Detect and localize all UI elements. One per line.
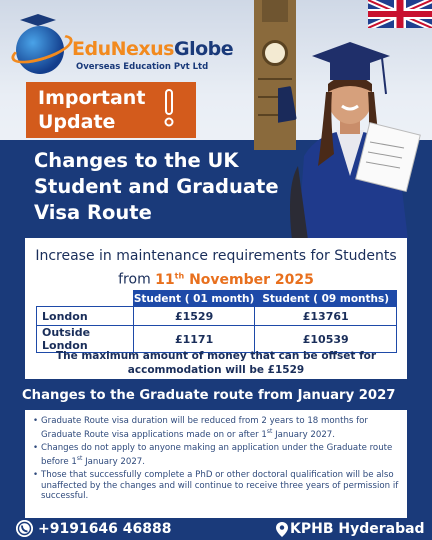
list-item	[33, 416, 399, 440]
column-header: Student ( 01 month)	[133, 292, 255, 305]
clock-tower-spire	[262, 0, 288, 22]
badge-text: Important Update	[38, 87, 146, 133]
date-suffix: th	[174, 271, 185, 280]
student-photo	[278, 36, 432, 240]
maintenance-heading	[25, 246, 407, 290]
brand-subtitle: Overseas Education Pvt Ltd	[76, 62, 209, 72]
table-header-row	[37, 291, 397, 307]
maintenance-date	[155, 272, 314, 288]
graduate-route-list	[25, 410, 407, 502]
table-row	[37, 307, 397, 326]
graduate-route-card	[25, 410, 407, 518]
phone-number-link[interactable]: +9191646 46888	[38, 521, 172, 537]
page-title: Changes to the UK Student and Graduate Visa Route	[34, 149, 279, 224]
uk-flag-icon	[368, 0, 432, 28]
table-corner	[37, 291, 134, 307]
bullet-text-end: January 2027.	[272, 429, 335, 440]
maintenance-from: from	[118, 271, 151, 288]
accommodation-note: The maximum amount of money that can be offset for accommodation will be £1529	[55, 350, 377, 376]
exclamation-icon	[160, 88, 178, 128]
maintenance-heading-line1: Increase in maintenance requirements for Students	[35, 248, 397, 264]
date-rest: November 2025	[189, 271, 314, 288]
maintenance-table	[36, 290, 397, 353]
brand-name-part2: Globe	[173, 38, 234, 60]
list-item	[33, 470, 399, 502]
row-label: London	[37, 307, 134, 326]
bullet-sup: st	[76, 454, 83, 462]
whatsapp-icon[interactable]	[16, 520, 33, 537]
brand-logo	[10, 12, 234, 78]
important-update-badge	[26, 82, 196, 138]
date-day: 11	[155, 271, 175, 288]
bullet-text: Those that successfully complete a PhD or other doctoral qualification will be also unaffected by the changes and will continue to receive three years of permission if successful.	[41, 470, 399, 502]
brand-name-part1: EduNexus	[72, 38, 174, 60]
row-label: Outside London	[37, 326, 134, 353]
table-cell: £13761	[255, 307, 397, 326]
bullet-text: Graduate Route visa duration will be reduced from 2 years to 18 months for Graduate Route visa applications made on or after 1	[41, 416, 368, 440]
table-cell: £10539	[255, 326, 397, 353]
graduate-route-heading: Changes to the Graduate route from January 2027	[22, 388, 396, 403]
bullet-text: Changes do not apply to anyone making an application under the Graduate route before 1	[41, 443, 393, 467]
bullet-text-end: January 2027.	[82, 456, 145, 467]
table-cell: £1529	[133, 307, 255, 326]
table-cell: £1171	[133, 326, 255, 353]
brand-name	[72, 38, 233, 60]
map-pin-icon	[276, 522, 288, 537]
list-item	[33, 443, 399, 467]
maintenance-card	[25, 238, 407, 379]
column-header: Student ( 09 months)	[255, 291, 397, 307]
location-text: KPHB Hyderabad	[290, 521, 425, 537]
bullet-sup: st	[266, 427, 273, 435]
